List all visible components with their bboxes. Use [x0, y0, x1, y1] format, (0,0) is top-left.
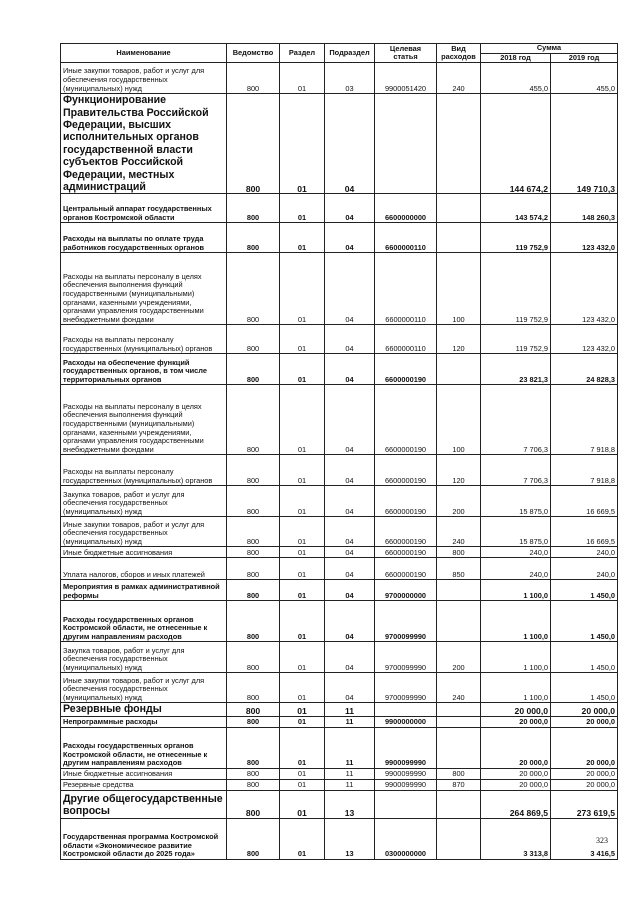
cell-2018: 1 100,0	[481, 673, 551, 703]
cell-exp-type: 800	[437, 547, 481, 558]
cell-section: 01	[280, 818, 325, 859]
cell-name: Расходы на выплаты персоналу государственных (муниципальных) органов	[61, 325, 227, 354]
cell-article: 9900099990	[375, 727, 437, 768]
header-article: Целевая статья	[375, 44, 437, 63]
cell-article: 9700099990	[375, 601, 437, 642]
cell-section: 01	[280, 580, 325, 601]
cell-2018: 20 000,0	[481, 727, 551, 768]
cell-subsection: 13	[325, 818, 375, 859]
cell-section: 01	[280, 455, 325, 486]
cell-2019: 455,0	[551, 63, 618, 94]
cell-exp-type	[437, 601, 481, 642]
cell-2018: 20 000,0	[481, 703, 551, 716]
cell-2018: 15 875,0	[481, 517, 551, 547]
cell-article: 6600000190	[375, 354, 437, 385]
cell-section: 01	[280, 673, 325, 703]
cell-dept: 800	[227, 547, 280, 558]
cell-exp-type	[437, 194, 481, 223]
cell-article: 6600000190	[375, 455, 437, 486]
budget-table	[60, 43, 618, 860]
cell-exp-type: 120	[437, 455, 481, 486]
cell-name: Расходы на выплаты персоналу в целях обеспечения выполнения функций государственными (муниципальными) органами, казенными учреждениями, органами управления государственными внебюджетными фондами	[61, 253, 227, 325]
cell-dept: 800	[227, 517, 280, 547]
table-row	[61, 601, 618, 642]
cell-dept: 800	[227, 716, 280, 727]
cell-article: 6600000190	[375, 558, 437, 580]
cell-article: 9900099990	[375, 779, 437, 790]
cell-subsection: 04	[325, 486, 375, 517]
cell-subsection: 03	[325, 63, 375, 94]
cell-exp-type	[437, 580, 481, 601]
table-row	[61, 768, 618, 779]
cell-exp-type	[437, 727, 481, 768]
cell-dept: 800	[227, 455, 280, 486]
cell-2019: 1 450,0	[551, 580, 618, 601]
cell-2019: 16 669,5	[551, 486, 618, 517]
table-row	[61, 223, 618, 253]
cell-article	[375, 94, 437, 194]
cell-article: 9900000000	[375, 716, 437, 727]
cell-exp-type	[437, 94, 481, 194]
cell-2018: 240,0	[481, 558, 551, 580]
table-row	[61, 716, 618, 727]
cell-name: Иные бюджетные ассигнования	[61, 768, 227, 779]
cell-dept: 800	[227, 703, 280, 716]
cell-dept: 800	[227, 354, 280, 385]
cell-2019: 3 416,5	[551, 818, 618, 859]
cell-name: Иные закупки товаров, работ и услуг для обеспечения государственных (муниципальных) нужд	[61, 517, 227, 547]
cell-article	[375, 790, 437, 818]
table-row	[61, 547, 618, 558]
cell-article: 6600000110	[375, 253, 437, 325]
cell-section: 01	[280, 642, 325, 673]
table-row	[61, 325, 618, 354]
cell-2018: 144 674,2	[481, 94, 551, 194]
header-name: Наименование	[61, 44, 227, 63]
table-row	[61, 703, 618, 716]
table-row	[61, 580, 618, 601]
cell-2019: 20 000,0	[551, 703, 618, 716]
table-row	[61, 558, 618, 580]
cell-2018: 1 100,0	[481, 580, 551, 601]
cell-subsection: 04	[325, 94, 375, 194]
cell-article: 9700099990	[375, 642, 437, 673]
cell-dept: 800	[227, 642, 280, 673]
cell-dept: 800	[227, 94, 280, 194]
cell-subsection: 04	[325, 517, 375, 547]
cell-2018: 20 000,0	[481, 779, 551, 790]
cell-subsection: 04	[325, 325, 375, 354]
cell-name: Расходы на выплаты по оплате труда работников государственных органов	[61, 223, 227, 253]
cell-section: 01	[280, 253, 325, 325]
cell-2018: 119 752,9	[481, 253, 551, 325]
header-2018: 2018 год	[481, 53, 551, 63]
cell-2019: 20 000,0	[551, 716, 618, 727]
cell-subsection: 04	[325, 455, 375, 486]
cell-name: Непрограммные расходы	[61, 716, 227, 727]
cell-name: Другие общегосударственные вопросы	[61, 790, 227, 818]
table-row	[61, 517, 618, 547]
cell-2018: 240,0	[481, 547, 551, 558]
cell-2019: 123 432,0	[551, 223, 618, 253]
cell-2019: 20 000,0	[551, 779, 618, 790]
header-dept: Ведомство	[227, 44, 280, 63]
cell-exp-type: 850	[437, 558, 481, 580]
cell-name: Расходы на обеспечение функций государственных органов, в том числе территориальных органов	[61, 354, 227, 385]
cell-2018: 1 100,0	[481, 642, 551, 673]
cell-exp-type	[437, 790, 481, 818]
cell-section: 01	[280, 517, 325, 547]
cell-subsection: 13	[325, 790, 375, 818]
cell-name: Иные закупки товаров, работ и услуг для обеспечения государственных (муниципальных) нужд	[61, 673, 227, 703]
cell-exp-type: 240	[437, 673, 481, 703]
cell-section: 01	[280, 486, 325, 517]
cell-dept: 800	[227, 818, 280, 859]
cell-name: Резервные фонды	[61, 703, 227, 716]
cell-section: 01	[280, 779, 325, 790]
cell-2018: 15 875,0	[481, 486, 551, 517]
cell-section: 01	[280, 223, 325, 253]
table-row	[61, 354, 618, 385]
table-row	[61, 94, 618, 194]
cell-name: Государственная программа Костромской области «Экономическое развитие Костромской области до 2025 года»	[61, 818, 227, 859]
cell-exp-type: 200	[437, 486, 481, 517]
cell-2019: 16 669,5	[551, 517, 618, 547]
cell-section: 01	[280, 601, 325, 642]
cell-section: 01	[280, 768, 325, 779]
cell-name: Иные закупки товаров, работ и услуг для обеспечения государственных (муниципальных) нужд	[61, 63, 227, 94]
cell-2018: 20 000,0	[481, 716, 551, 727]
cell-2019: 1 450,0	[551, 601, 618, 642]
table-row	[61, 727, 618, 768]
table-row	[61, 673, 618, 703]
cell-subsection: 04	[325, 642, 375, 673]
cell-dept: 800	[227, 385, 280, 455]
cell-dept: 800	[227, 790, 280, 818]
cell-2019: 20 000,0	[551, 727, 618, 768]
table-row	[61, 194, 618, 223]
cell-subsection: 04	[325, 253, 375, 325]
cell-exp-type: 240	[437, 63, 481, 94]
cell-section: 01	[280, 325, 325, 354]
cell-section: 01	[280, 790, 325, 818]
cell-dept: 800	[227, 486, 280, 517]
header-2019: 2019 год	[551, 53, 618, 63]
cell-name: Расходы государственных органов Костромской области, не отнесенные к другим направлениям расходов	[61, 727, 227, 768]
cell-2018: 7 706,3	[481, 455, 551, 486]
cell-dept: 800	[227, 63, 280, 94]
cell-dept: 800	[227, 194, 280, 223]
cell-name: Уплата налогов, сборов и иных платежей	[61, 558, 227, 580]
cell-article: 9700000000	[375, 580, 437, 601]
cell-exp-type: 100	[437, 253, 481, 325]
cell-article: 6600000190	[375, 547, 437, 558]
header-sum: Сумма	[481, 44, 618, 54]
table-row	[61, 779, 618, 790]
cell-article: 9900099990	[375, 768, 437, 779]
cell-2019: 123 432,0	[551, 325, 618, 354]
cell-article	[375, 703, 437, 716]
cell-2019: 149 710,3	[551, 94, 618, 194]
cell-subsection: 04	[325, 673, 375, 703]
cell-name: Центральный аппарат государственных органов Костромской области	[61, 194, 227, 223]
cell-section: 01	[280, 716, 325, 727]
cell-2018: 143 574,2	[481, 194, 551, 223]
cell-subsection: 04	[325, 223, 375, 253]
header-section: Раздел	[280, 44, 325, 63]
cell-2019: 20 000,0	[551, 768, 618, 779]
cell-article: 9900051420	[375, 63, 437, 94]
cell-section: 01	[280, 703, 325, 716]
cell-dept: 800	[227, 673, 280, 703]
cell-2018: 23 821,3	[481, 354, 551, 385]
cell-article: 6600000190	[375, 385, 437, 455]
cell-2019: 24 828,3	[551, 354, 618, 385]
cell-exp-type	[437, 716, 481, 727]
cell-name: Мероприятия в рамках административной реформы	[61, 580, 227, 601]
cell-subsection: 11	[325, 727, 375, 768]
cell-article: 6600000110	[375, 325, 437, 354]
cell-article: 6600000110	[375, 223, 437, 253]
cell-dept: 800	[227, 727, 280, 768]
cell-subsection: 11	[325, 768, 375, 779]
cell-dept: 800	[227, 223, 280, 253]
cell-exp-type: 800	[437, 768, 481, 779]
table-row	[61, 63, 618, 94]
cell-exp-type	[437, 818, 481, 859]
cell-article: 6600000190	[375, 517, 437, 547]
cell-name: Резервные средства	[61, 779, 227, 790]
cell-section: 01	[280, 94, 325, 194]
header-exp-type: Вид расходов	[437, 44, 481, 63]
cell-subsection: 04	[325, 601, 375, 642]
cell-article: 6600000190	[375, 486, 437, 517]
cell-subsection: 11	[325, 703, 375, 716]
cell-2019: 1 450,0	[551, 673, 618, 703]
cell-subsection: 11	[325, 716, 375, 727]
cell-2019: 240,0	[551, 558, 618, 580]
page-number: 323	[596, 836, 608, 845]
cell-dept: 800	[227, 558, 280, 580]
cell-2018: 1 100,0	[481, 601, 551, 642]
cell-subsection: 04	[325, 558, 375, 580]
cell-exp-type: 120	[437, 325, 481, 354]
table-body	[61, 63, 618, 860]
cell-exp-type	[437, 223, 481, 253]
cell-section: 01	[280, 558, 325, 580]
cell-2018: 7 706,3	[481, 385, 551, 455]
cell-2018: 119 752,9	[481, 325, 551, 354]
cell-article: 6600000000	[375, 194, 437, 223]
header-subsection: Подраздел	[325, 44, 375, 63]
cell-subsection: 04	[325, 580, 375, 601]
cell-name: Закупка товаров, работ и услуг для обеспечения государственных (муниципальных) нужд	[61, 642, 227, 673]
cell-2018: 3 313,8	[481, 818, 551, 859]
table-row	[61, 642, 618, 673]
cell-name: Закупка товаров, работ и услуг для обеспечения государственных (муниципальных) нужд	[61, 486, 227, 517]
cell-2019: 148 260,3	[551, 194, 618, 223]
cell-exp-type: 870	[437, 779, 481, 790]
cell-2019: 273 619,5	[551, 790, 618, 818]
cell-2019: 7 918,8	[551, 455, 618, 486]
cell-2018: 264 869,5	[481, 790, 551, 818]
table-row	[61, 385, 618, 455]
cell-dept: 800	[227, 325, 280, 354]
cell-section: 01	[280, 354, 325, 385]
cell-2019: 7 918,8	[551, 385, 618, 455]
cell-name: Иные бюджетные ассигнования	[61, 547, 227, 558]
cell-exp-type: 100	[437, 385, 481, 455]
cell-article: 9700099990	[375, 673, 437, 703]
table-row	[61, 818, 618, 859]
cell-section: 01	[280, 385, 325, 455]
cell-dept: 800	[227, 768, 280, 779]
cell-section: 01	[280, 547, 325, 558]
cell-subsection: 04	[325, 194, 375, 223]
cell-name: Расходы на выплаты персоналу государственных (муниципальных) органов	[61, 455, 227, 486]
cell-name: Расходы на выплаты персоналу в целях обеспечения выполнения функций государственными (муниципальными) органами, казенными учреждениями, органами управления государственными внебюджетными фондами	[61, 385, 227, 455]
cell-section: 01	[280, 63, 325, 94]
cell-subsection: 11	[325, 779, 375, 790]
cell-name: Расходы государственных органов Костромской области, не отнесенные к другим направлениям расходов	[61, 601, 227, 642]
cell-exp-type	[437, 703, 481, 716]
cell-subsection: 04	[325, 547, 375, 558]
cell-2018: 455,0	[481, 63, 551, 94]
cell-2019: 240,0	[551, 547, 618, 558]
table-row	[61, 790, 618, 818]
table-row	[61, 253, 618, 325]
cell-article: 0300000000	[375, 818, 437, 859]
cell-2018: 119 752,9	[481, 223, 551, 253]
cell-subsection: 04	[325, 354, 375, 385]
cell-2019: 1 450,0	[551, 642, 618, 673]
cell-exp-type: 240	[437, 517, 481, 547]
cell-2019: 123 432,0	[551, 253, 618, 325]
cell-exp-type	[437, 354, 481, 385]
cell-exp-type: 200	[437, 642, 481, 673]
cell-dept: 800	[227, 253, 280, 325]
cell-section: 01	[280, 194, 325, 223]
cell-section: 01	[280, 727, 325, 768]
cell-2018: 20 000,0	[481, 768, 551, 779]
cell-name: Функционирование Правительства Российской Федерации, высших исполнительных органов государственной власти субъектов Российской Федерации, местных администраций	[61, 94, 227, 194]
cell-dept: 800	[227, 580, 280, 601]
cell-dept: 800	[227, 601, 280, 642]
table-row	[61, 486, 618, 517]
table-row	[61, 455, 618, 486]
cell-subsection: 04	[325, 385, 375, 455]
cell-dept: 800	[227, 779, 280, 790]
